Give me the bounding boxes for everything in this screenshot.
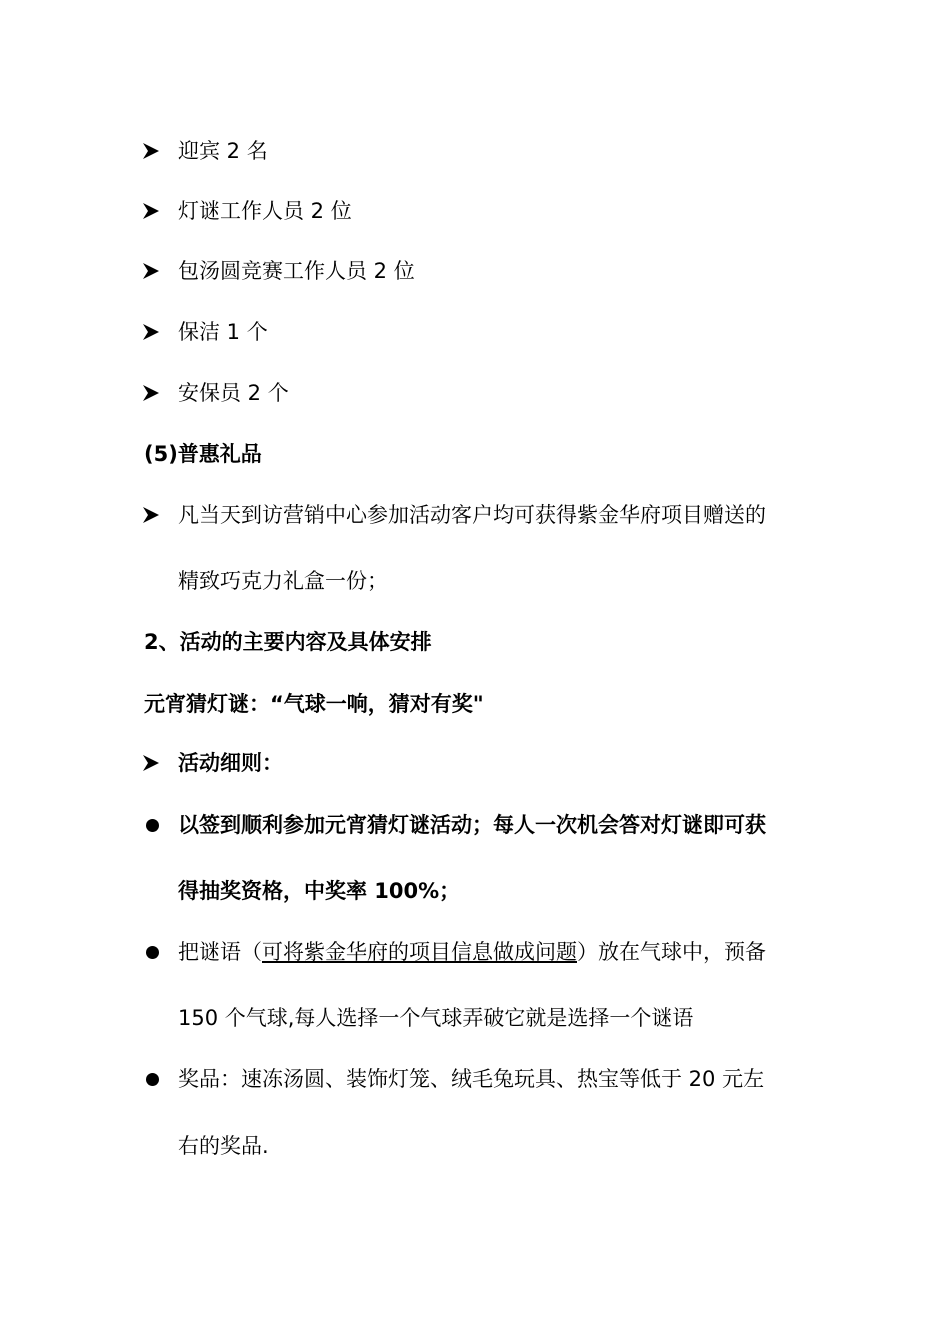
- arrow-bullet-icon: [142, 314, 172, 350]
- list-item: [0, 133, 950, 169]
- list-item-text: 迎宾 2 名: [178, 139, 268, 163]
- bullet-text: 右的奖品.: [178, 1134, 269, 1158]
- bullet-text: 得抽奖资格，中奖率 100%；: [178, 879, 461, 903]
- list-item: [0, 745, 950, 781]
- bullet-text-suffix: ）放在气球中，预备: [577, 940, 766, 964]
- bullet-item: [0, 807, 950, 843]
- list-item-text: 灯谜工作人员 2 位: [178, 199, 352, 223]
- list-item: [0, 193, 950, 229]
- bullet-item: [0, 934, 950, 970]
- bullet-text: 150 个气球,每人选择一个气球弄破它就是选择一个谜语: [178, 1006, 694, 1030]
- arrow-bullet-icon: [142, 253, 172, 289]
- arrow-bullet-icon: [142, 497, 172, 533]
- bullet-item: [0, 1061, 950, 1097]
- list-item-text: 保洁 1 个: [178, 320, 268, 344]
- bullet-text: [178, 934, 766, 970]
- bullet-text: 奖品：速冻汤圆、装饰灯笼、绒毛兔玩具、热宝等低于 20 元左: [178, 1067, 765, 1091]
- list-item: [0, 253, 950, 289]
- list-item-text: 凡当天到访营销中心参加活动客户均可获得紫金华府项目赠送的: [178, 503, 766, 527]
- bullet-text: 以签到顺利参加元宵猜灯谜活动；每人一次机会答对灯谜即可获: [178, 813, 766, 837]
- bullet-item-continuation: [0, 1128, 950, 1164]
- arrow-bullet-icon: [142, 375, 172, 411]
- arrow-bullet-icon: [142, 745, 172, 781]
- dot-bullet-icon: [142, 1061, 172, 1097]
- dot-bullet-icon: [142, 807, 172, 843]
- list-item-continuation: [0, 563, 950, 599]
- arrow-bullet-icon: [142, 133, 172, 169]
- section-title: 2、活动的主要内容及具体安排: [144, 630, 432, 654]
- section-heading: [0, 436, 950, 472]
- bullet-text-prefix: 把谜语（: [178, 940, 262, 964]
- section-subtitle: 元宵猜灯谜：“气球一响，猜对有奖": [144, 692, 484, 716]
- list-item: [0, 375, 950, 411]
- list-item-text: 精致巧克力礼盒一份；: [178, 569, 388, 593]
- list-item-text: 包汤圆竞赛工作人员 2 位: [178, 259, 415, 283]
- list-item: [0, 314, 950, 350]
- list-item-text: 安保员 2 个: [178, 381, 289, 405]
- arrow-bullet-icon: [142, 193, 172, 229]
- section-title: (5)普惠礼品: [144, 442, 262, 466]
- dot-bullet-icon: [142, 934, 172, 970]
- rules-label: 活动细则：: [178, 751, 283, 775]
- bullet-item-continuation: [0, 873, 950, 909]
- bullet-item-continuation: [0, 1000, 950, 1036]
- list-item: [0, 497, 950, 533]
- section-heading: [0, 624, 950, 660]
- section-subheading: [0, 686, 950, 722]
- underlined-text: 可将紫金华府的项目信息做成问题: [262, 940, 577, 964]
